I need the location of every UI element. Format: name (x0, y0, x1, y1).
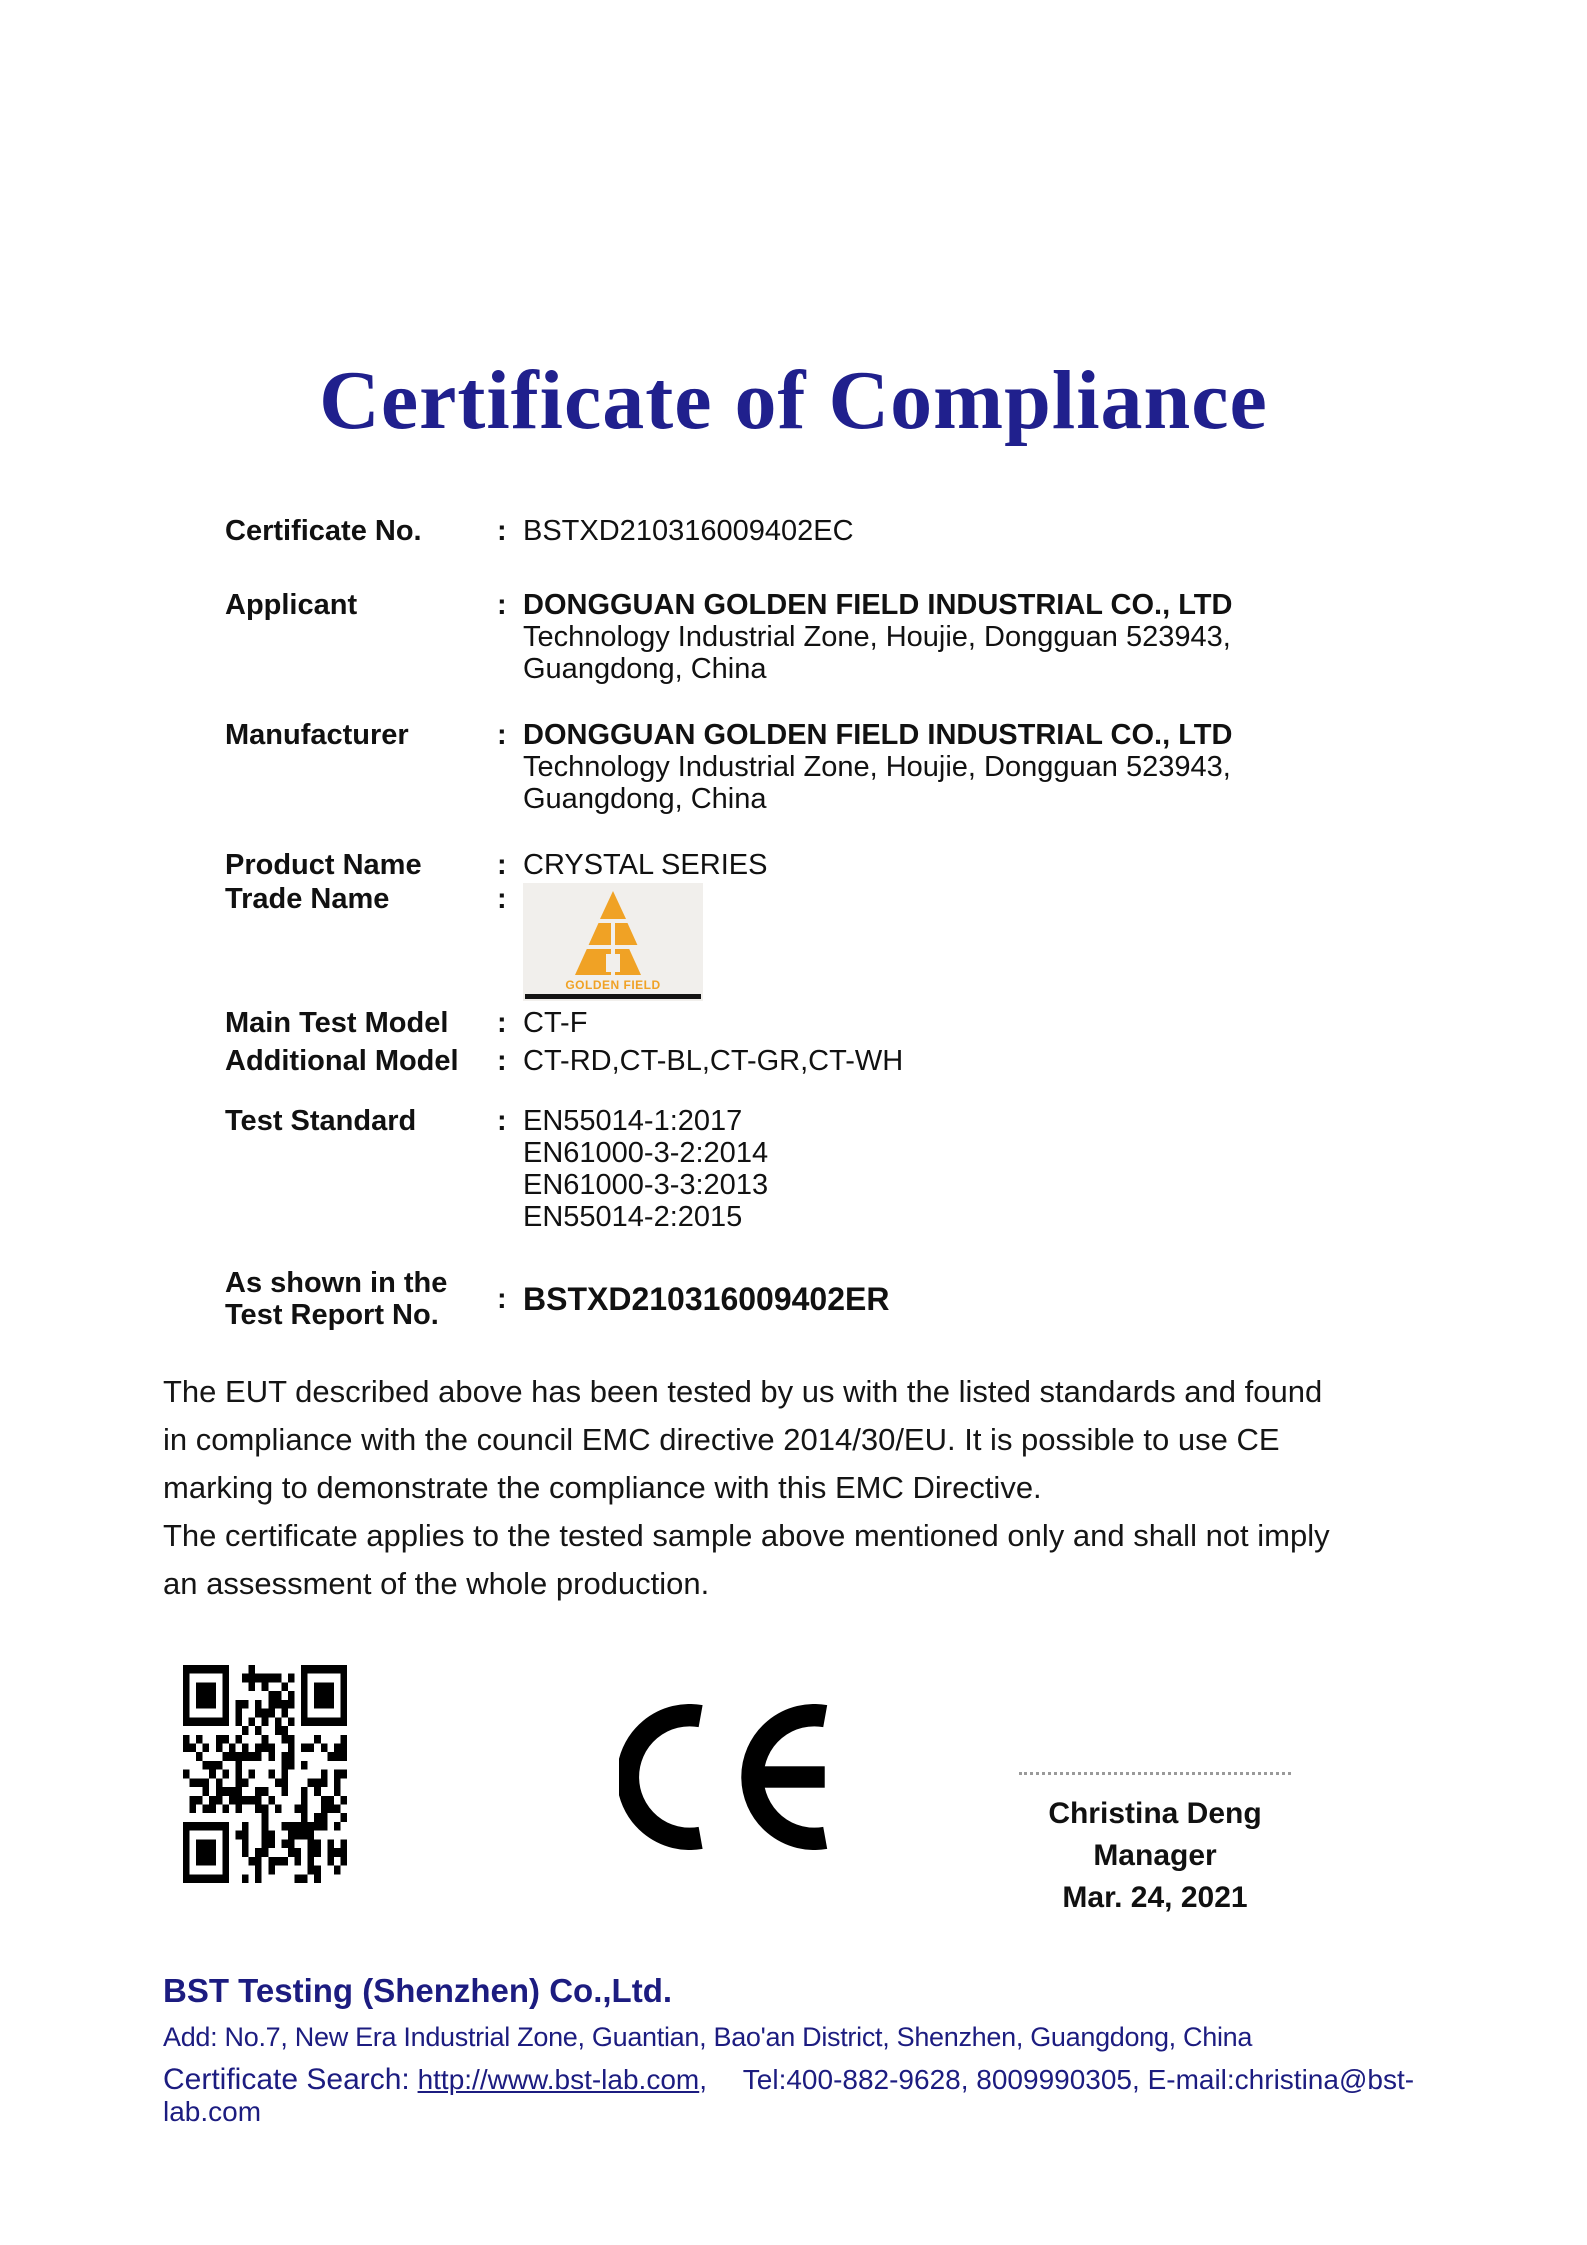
colon: : (497, 1283, 507, 1315)
qr-code-icon (183, 1665, 347, 1883)
statement-line-1: The EUT described above has been tested by us with the listed standards and found (163, 1374, 1323, 1409)
certificate-search-link[interactable]: http://www.bst-lab.com (417, 2064, 700, 2095)
applicant-company: DONGGUAN GOLDEN FIELD INDUSTRIAL CO., LTD (523, 589, 1233, 621)
signature-block (1010, 1772, 1300, 1919)
test-standard-1: EN55014-1:2017 (523, 1105, 743, 1137)
colon: : (497, 849, 507, 881)
golden-field-logo (523, 883, 703, 1001)
search-separator: , (699, 2064, 707, 2095)
applicant-address2: Guangdong, China (523, 653, 767, 685)
test-standard-values (523, 1105, 768, 1233)
certificate-search-label: Certificate Search: (163, 2063, 410, 2096)
field-manufacturer (225, 719, 1325, 815)
field-trade-name (225, 883, 1325, 1001)
colon: : (497, 719, 507, 751)
statement-line-4: The certificate applies to the tested sample above mentioned only and shall not imply (163, 1518, 1330, 1553)
signature-date: Mar. 24, 2021 (1062, 1881, 1248, 1914)
colon: : (497, 589, 507, 621)
manufacturer-address1: Technology Industrial Zone, Houjie, Dongguan 523943, (523, 751, 1231, 783)
test-report-label (225, 1267, 497, 1331)
main-test-model-value: CT-F (523, 1007, 588, 1039)
field-additional-model (225, 1045, 1325, 1077)
manufacturer-company: DONGGUAN GOLDEN FIELD INDUSTRIAL CO., LTD (523, 719, 1233, 751)
test-report-value: BSTXD210316009402ER (523, 1281, 890, 1317)
product-name-label: Product Name (225, 849, 422, 881)
certificate-fields (225, 515, 1325, 1365)
page-title: Certificate of Compliance (319, 354, 1268, 447)
ce-mark-icon (619, 1704, 828, 1850)
test-report-label-line1: As shown in the (225, 1267, 448, 1299)
signatory-name: Christina Deng (1048, 1797, 1262, 1830)
colon: : (497, 1007, 507, 1039)
colon: : (497, 1045, 507, 1077)
footer (163, 1972, 1493, 2128)
ce-mark (619, 1704, 828, 1855)
applicant-label: Applicant (225, 589, 358, 621)
golden-field-pyramid-icon (523, 883, 703, 1001)
field-product-name (225, 849, 1325, 881)
signature-line (1019, 1772, 1291, 1775)
field-applicant (225, 589, 1325, 685)
statement-line-5: an assessment of the whole production. (163, 1566, 710, 1601)
test-standard-3: EN61000-3-3:2013 (523, 1169, 769, 1201)
certificate-no-value: BSTXD210316009402EC (523, 515, 854, 547)
lab-contact: Tel:400-882-9628, 8009990305, E-mail:christina@bst-lab.com (163, 2064, 1415, 2127)
field-test-report (225, 1267, 1325, 1331)
trade-name-label: Trade Name (225, 883, 390, 915)
lab-address: Add: No.7, New Era Industrial Zone, Guantian, Bao'an District, Shenzhen, Guangdong, China (163, 2022, 1253, 2052)
main-test-model-label: Main Test Model (225, 1007, 449, 1039)
test-standard-4: EN55014-2:2015 (523, 1201, 743, 1233)
colon: : (497, 1105, 507, 1137)
field-test-standard (225, 1105, 1325, 1233)
field-certificate-no (225, 515, 1325, 547)
applicant-value (523, 589, 1232, 685)
additional-model-value: CT-RD,CT-BL,CT-GR,CT-WH (523, 1045, 904, 1077)
product-name-value: CRYSTAL SERIES (523, 849, 768, 881)
statement-line-2: in compliance with the council EMC directive 2014/30/EU. It is possible to use CE (163, 1422, 1280, 1457)
field-main-test-model (225, 1007, 1325, 1039)
svg-text:GOLDEN FIELD: GOLDEN FIELD (565, 978, 661, 992)
certificate-search-line (163, 2064, 1493, 2128)
signatory-title: Manager (1093, 1839, 1217, 1872)
lab-company-name: BST Testing (Shenzhen) Co.,Ltd. (163, 1972, 673, 2009)
colon: : (497, 883, 507, 915)
test-standard-2: EN61000-3-2:2014 (523, 1137, 769, 1169)
compliance-statement (163, 1368, 1523, 1608)
manufacturer-value (523, 719, 1232, 815)
manufacturer-label: Manufacturer (225, 719, 409, 751)
test-report-label-line2: Test Report No. (225, 1299, 439, 1331)
additional-model-label: Additional Model (225, 1045, 459, 1077)
qr-code (183, 1665, 347, 1888)
colon: : (497, 515, 507, 547)
statement-line-3: marking to demonstrate the compliance with this EMC Directive. (163, 1470, 1042, 1505)
certificate-no-label: Certificate No. (225, 515, 422, 547)
manufacturer-address2: Guangdong, China (523, 783, 767, 815)
applicant-address1: Technology Industrial Zone, Houjie, Dongguan 523943, (523, 621, 1231, 653)
test-standard-label: Test Standard (225, 1105, 417, 1137)
